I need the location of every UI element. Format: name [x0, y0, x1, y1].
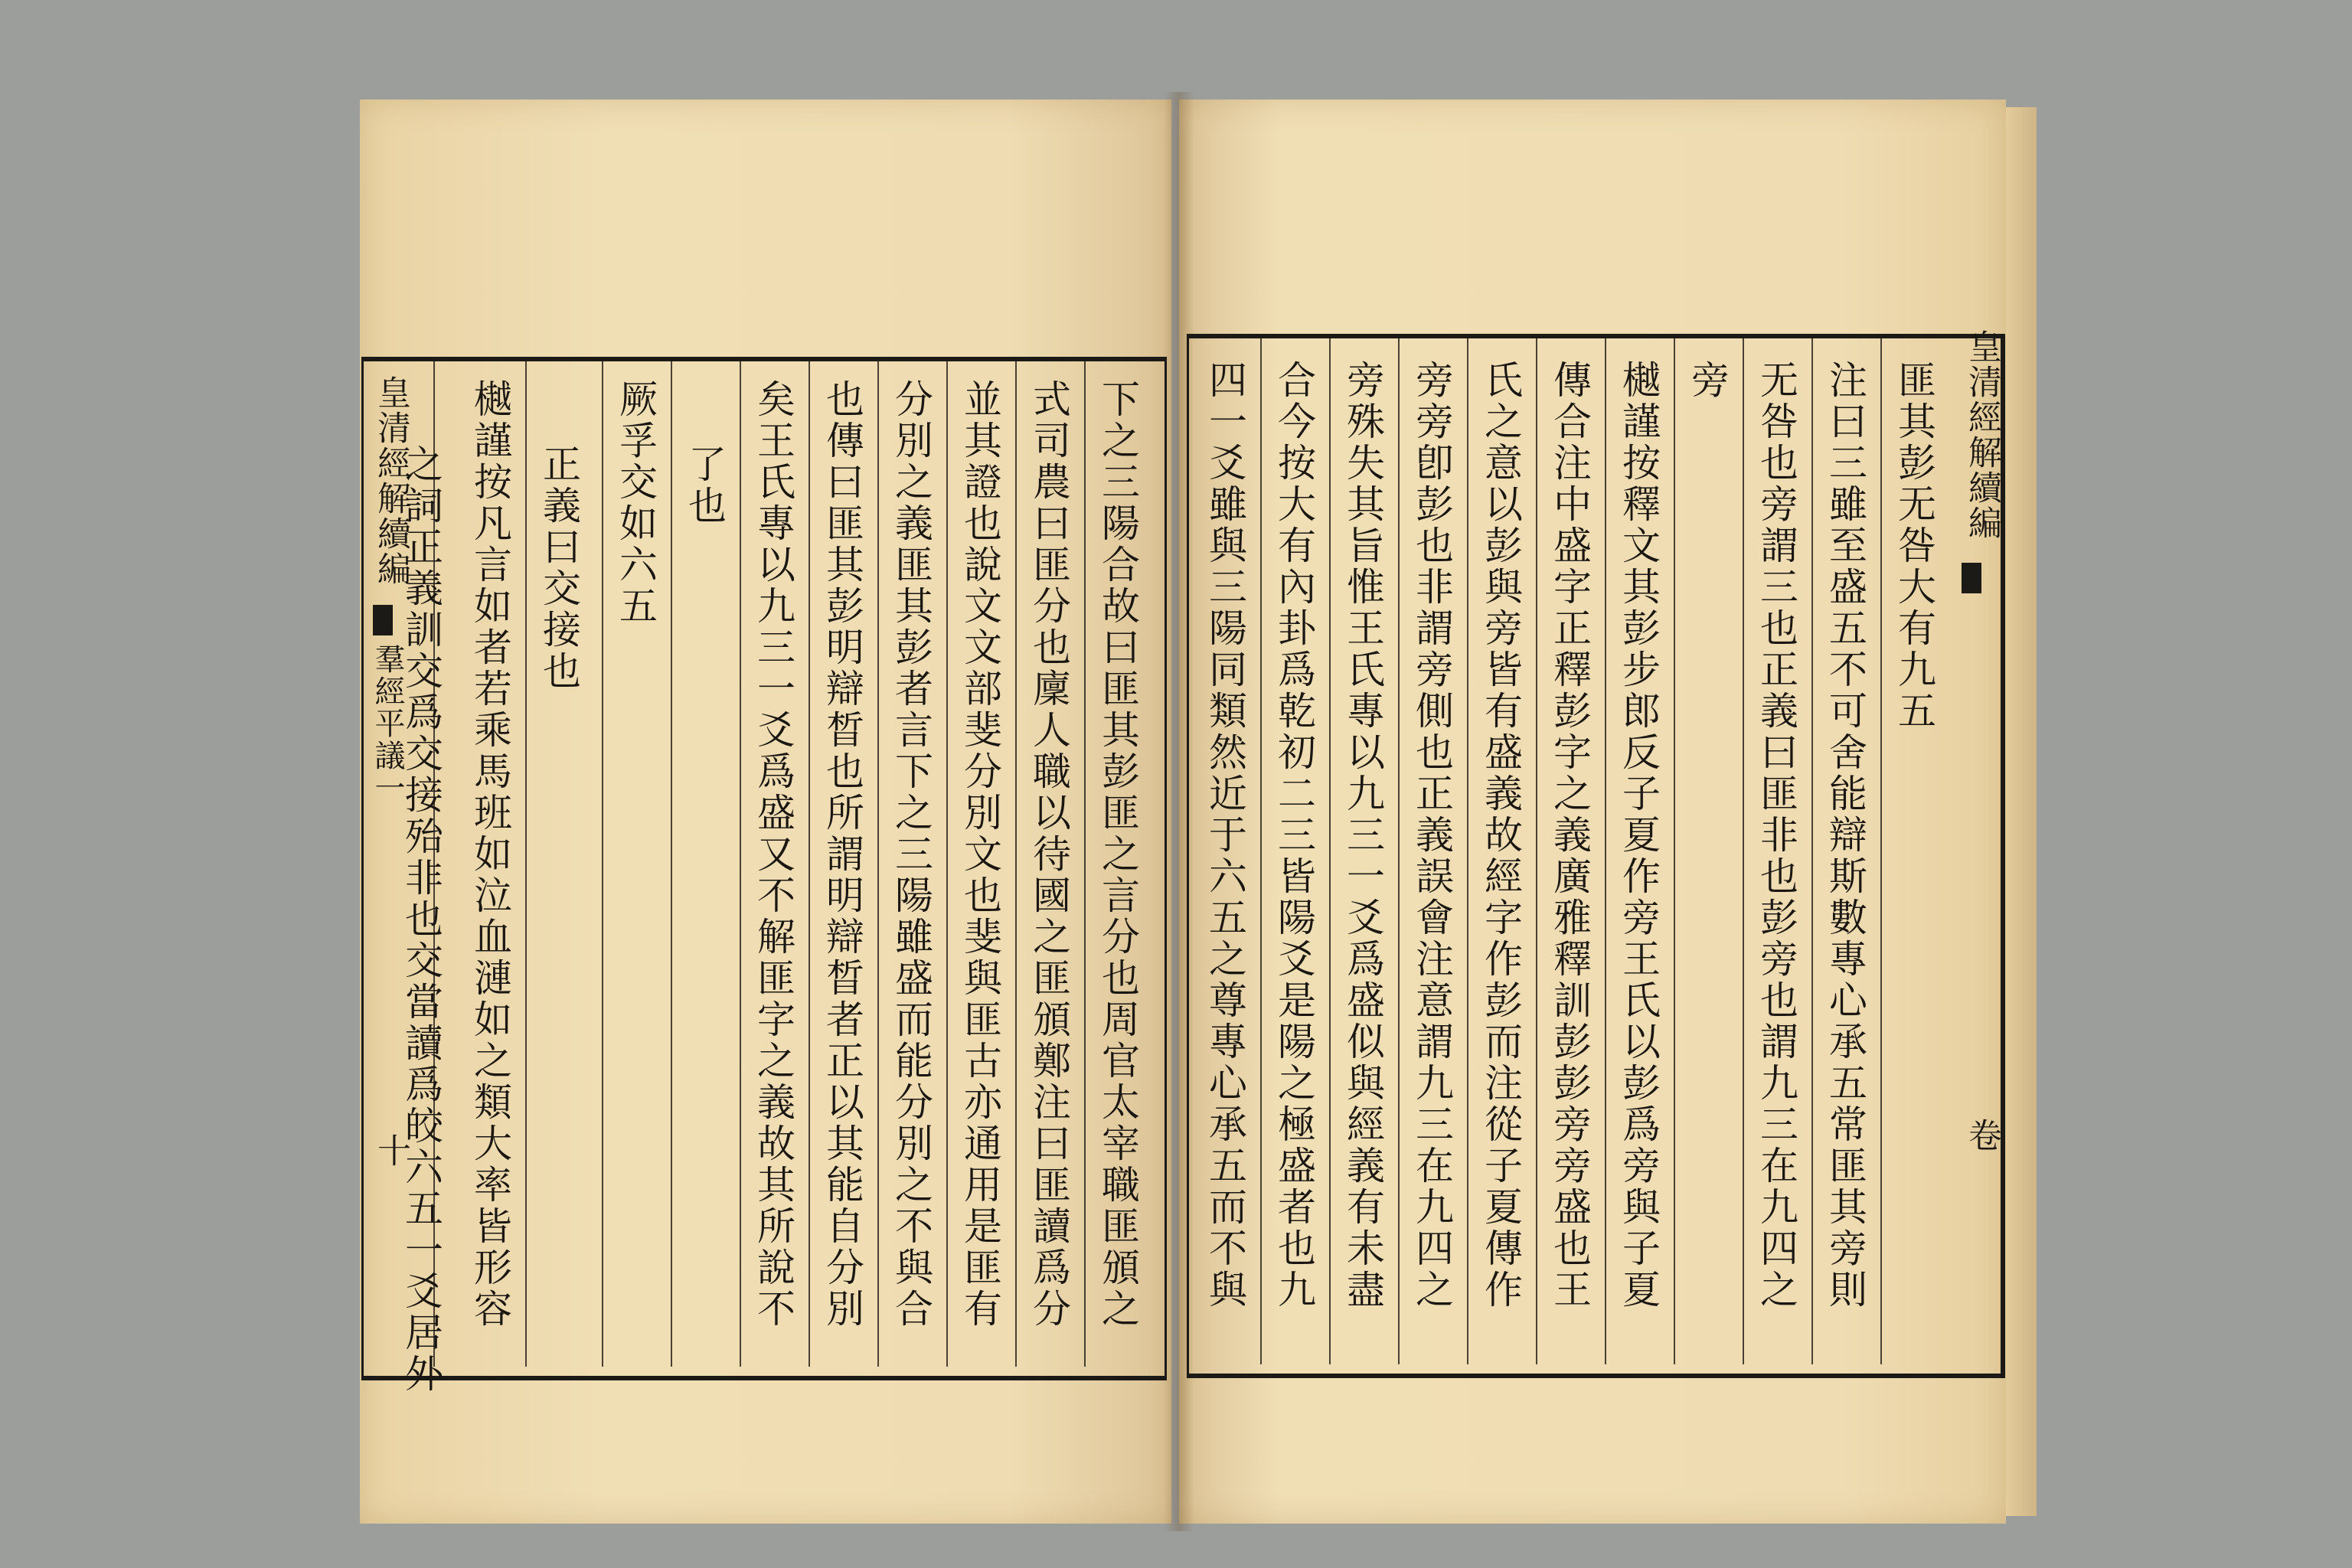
left-margin-section: 羣經平議一	[370, 643, 405, 804]
right-column-9: 旁殊失其旨惟王氏專以九三一爻爲盛似與經義有未盡	[1341, 360, 1385, 1311]
right-column-10: 合今按大有內卦爲乾初二三皆陽爻是陽之極盛者也九	[1272, 360, 1316, 1311]
left-column-9: 正義曰交接也	[537, 444, 581, 692]
right-margin-title: 皇清經解續編	[1962, 329, 2001, 541]
right-column-3: 无咎也旁謂三也正義曰匪非也彭旁也謂九三在九四之	[1754, 360, 1798, 1311]
column-rule	[1536, 338, 1537, 1364]
right-column-8: 旁旁卽彭也非謂旁側也正義誤會注意謂九三在九四之	[1410, 360, 1454, 1311]
column-rule	[1398, 338, 1400, 1364]
right-column-7: 氏之意以彭與旁皆有盛義故經字作彭而注從子夏傳作	[1478, 360, 1523, 1311]
right-column-1: 匪其彭无咎大有九五	[1892, 360, 1936, 732]
column-rule	[1467, 338, 1468, 1364]
column-rule	[1084, 361, 1086, 1367]
column-rule	[1743, 338, 1744, 1364]
column-rule	[671, 361, 672, 1367]
column-rule	[1811, 338, 1813, 1364]
right-column-11: 四一爻雖與三陽同類然近于六五之尊專心承五而不與	[1203, 360, 1247, 1311]
column-rule	[877, 361, 879, 1367]
column-rule	[1260, 338, 1262, 1364]
column-rule	[525, 361, 527, 1367]
left-column-10: 樾謹按凡言如者若乘馬班如泣血漣如之類大率皆形容	[468, 379, 512, 1330]
left-column-1: 下之三陽合故曰匪其彭匪之言分也周官太宰職匪頒之	[1096, 379, 1140, 1330]
column-rule	[808, 361, 810, 1367]
column-rule	[1015, 361, 1017, 1367]
column-rule	[1329, 338, 1331, 1364]
column-rule	[740, 361, 741, 1367]
right-column-5: 樾謹按釋文其彭步郎反子夏作旁王氏以彭爲旁與子夏	[1616, 360, 1661, 1311]
fish-tail-marker	[1962, 563, 1981, 593]
left-column-7: 了也	[682, 444, 727, 527]
left-column-11: 之詞正義訓交爲交接殆非也交當讀爲皎六五一爻居外	[399, 444, 443, 1395]
left-column-2: 式司農曰匪分也廩人職以待國之匪頒鄭注曰匪讀爲分	[1027, 379, 1071, 1330]
column-rule	[602, 361, 603, 1367]
left-margin-title: 皇清經解續編	[371, 375, 410, 586]
column-rule	[1674, 338, 1675, 1364]
page-stack-edge	[2006, 107, 2037, 1516]
right-column-6: 傳合注中盛字正釋彭字之義廣雅釋訓彭彭旁旁盛也王	[1547, 360, 1592, 1311]
fish-tail-marker	[373, 605, 393, 635]
column-rule	[1880, 338, 1882, 1364]
right-column-2: 注曰三雖至盛五不可舍能辯斯數專心承五常匪其旁則	[1823, 360, 1867, 1311]
column-rule	[946, 361, 948, 1367]
right-column-4: 旁	[1685, 360, 1730, 401]
column-rule	[1605, 338, 1606, 1364]
left-column-6: 矣王氏專以九三一爻爲盛又不解匪字之義故其所說不	[751, 379, 795, 1330]
left-column-5: 也傳曰匪其彭明辯晳也所謂明辯晳者正以其能自分別	[820, 379, 864, 1330]
left-column-3: 並其證也說文文部斐分別文也斐與匪古亦通用是匪有	[958, 379, 1002, 1330]
right-margin-volume-mark: 卷	[1962, 1118, 2001, 1153]
left-column-8: 厥孚交如六五	[613, 379, 658, 627]
left-column-4: 分別之義匪其彭者言下之三陽雖盛而能分別之不與合	[889, 379, 933, 1330]
left-margin-page-number: 十	[371, 1133, 410, 1168]
